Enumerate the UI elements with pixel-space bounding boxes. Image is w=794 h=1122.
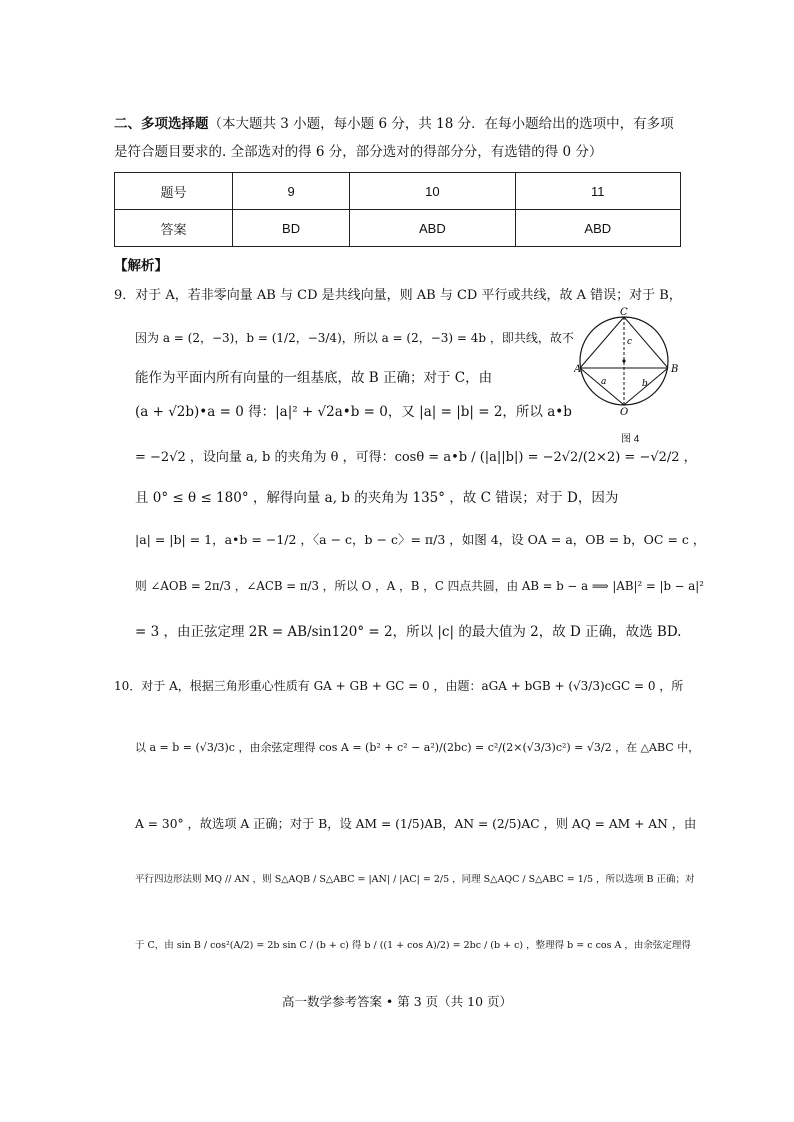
- q9-line-4: (a + √2b)•a = 0 得：|a|² + √2a•b = 0，又 |a| = |b| = 2，所以 a•b: [135, 404, 572, 420]
- section-intro-text-1: （本大题共 3 小题，每小题 6 分，共 18 分．在每小题给出的选项中，有多项: [208, 116, 674, 132]
- section-intro-line-1: [114, 114, 684, 134]
- q9-line-6: 且 0° ≤ θ ≤ 180° ，解得向量 a, b 的夹角为 135° ，故 C 错误；对于 D，因为: [135, 490, 619, 506]
- q10-line-4: 平行四边形法则 MQ // AN ，则 S△AQB / S△ABC = |AN| / |AC| = 2/5 ，同理 S△AQC / S△ABC = 1/5 ，所以选项 B 正确；对: [135, 874, 695, 885]
- circle-figure: [574, 306, 684, 416]
- analysis-label: 【解析】: [114, 258, 168, 274]
- q9-line-2: 因为 a = (2，−3)，b = (1/2，−3/4)，所以 a = (2，−3) = 4b ，即共线，故不: [135, 331, 574, 345]
- table-header-cell: 答案: [115, 210, 233, 247]
- page-footer: 高一数学参考答案 • 第 3 页（共 10 页）: [281, 994, 513, 1009]
- center-dot: [622, 359, 625, 362]
- segment-ca: [580, 317, 624, 368]
- table-cell: BD: [233, 210, 350, 247]
- label-b: B: [671, 364, 679, 375]
- table-row: [115, 173, 681, 210]
- answer-table: [114, 172, 681, 247]
- q10-line-1: 10．对于 A，根据三角形重心性质有 GA + GB + GC = 0 ，由题：aGA + bGB + (√3/3)cGC = 0 ，所: [114, 679, 684, 693]
- q9-line-1: 9．对于 A，若非零向量 AB 与 CD 是共线向量，则 AB 与 CD 平行或共线，故 A 错误；对于 B，: [114, 288, 682, 303]
- label-c: C: [620, 307, 628, 318]
- label-a: A: [574, 364, 582, 375]
- table-cell: 9: [233, 173, 350, 210]
- table-cell: ABD: [350, 210, 515, 247]
- q9-line-7: |a| = |b| = 1，a•b = −1/2 ，〈a − c，b − c〉= π/3 ，如图 4，设 OA = a，OB = b，OC = c ，: [135, 532, 706, 547]
- label-vec-a: a: [601, 377, 607, 387]
- section-intro-line-2: 是符合题目要求的. 全部选对的得 6 分，部分选对的得部分分，有选错的得 0 分）: [114, 144, 603, 160]
- table-row: [115, 210, 681, 247]
- q9-line-3: 能作为平面内所有向量的一组基底，故 B 正确；对于 C，由: [135, 370, 493, 386]
- q9-line-9: = 3 ，由正弦定理 2R = AB/sin120° = 2，所以 |c| 的最大值为 2，故 D 正确，故选 BD.: [135, 624, 682, 640]
- label-vec-c: c: [627, 337, 633, 347]
- figure-caption: 图 4: [621, 434, 640, 445]
- section-heading: 二、多项选择题: [114, 116, 209, 132]
- q10-line-5: 于 C，由 sin B / cos²(A/2) = 2b sin C / (b + c) 得 b / ((1 + cos A)/2) = 2bc / (b + c) ，整理得 b = c cos A ，由余弦定理得: [135, 940, 691, 951]
- table-header-cell: 题号: [115, 173, 233, 210]
- table-cell: ABD: [515, 210, 680, 247]
- table-cell: 11: [515, 173, 680, 210]
- label-vec-b: b: [642, 379, 648, 389]
- q10-line-2: 以 a = b = (√3/3)c ，由余弦定理得 cos A = (b² + c² − a²)/(2bc) = c²/(2×(√3/3)c²) = √3/2 ，在 △ABC 中，: [135, 741, 700, 754]
- q9-line-5: = −2√2 ，设向量 a, b 的夹角为 θ ，可得：cosθ = a•b / (|a||b|) = −2√2/(2×2) = −√2/2 ，: [135, 450, 697, 465]
- table-cell: 10: [350, 173, 515, 210]
- label-o: O: [620, 407, 629, 416]
- q10-line-3: A = 30° ，故选项 A 正确；对于 B，设 AM = (1/5)AB，AN = (2/5)AC ，则 AQ = AM + AN ，由: [135, 817, 697, 831]
- q9-line-8: 则 ∠AOB = 2π/3 ，∠ACB = π/3 ，所以 O ，A ，B ，C 四点共圆，由 AB = b − a ⟹ |AB|² = |b − a|²: [135, 579, 704, 593]
